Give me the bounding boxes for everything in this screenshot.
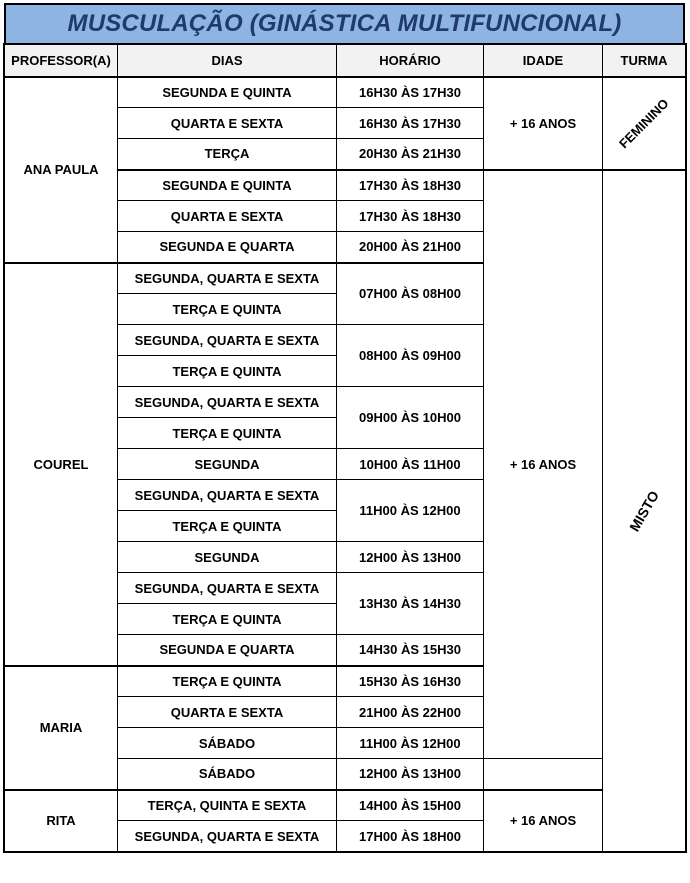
dias-cell: TERÇA E QUINTA bbox=[118, 511, 337, 542]
page-title: MUSCULAÇÃO (GINÁSTICA MULTIFUNCIONAL) bbox=[4, 3, 685, 44]
professor-cell: MARIA bbox=[5, 666, 118, 790]
header-turma: TURMA bbox=[603, 45, 686, 77]
horario-cell: 21H00 ÀS 22H00 bbox=[337, 697, 484, 728]
dias-cell: SEGUNDA bbox=[118, 449, 337, 480]
idade-cell: + 16 ANOS bbox=[484, 170, 603, 759]
horario-cell: 14H00 ÀS 15H00 bbox=[337, 790, 484, 821]
dias-cell: SEGUNDA, QUARTA E SEXTA bbox=[118, 325, 337, 356]
dias-cell: SEGUNDA, QUARTA E SEXTA bbox=[118, 263, 337, 294]
dias-cell: TERÇA E QUINTA bbox=[118, 666, 337, 697]
horario-cell: 12H00 ÀS 13H00 bbox=[337, 542, 484, 573]
horario-cell: 17H00 ÀS 18H00 bbox=[337, 821, 484, 852]
dias-cell: TERÇA E QUINTA bbox=[118, 294, 337, 325]
professor-cell: ANA PAULA bbox=[5, 77, 118, 263]
dias-cell: SEGUNDA, QUARTA E SEXTA bbox=[118, 480, 337, 511]
dias-cell: TERÇA E QUINTA bbox=[118, 356, 337, 387]
header-horario: HORÁRIO bbox=[337, 45, 484, 77]
dias-cell: SÁBADO bbox=[118, 759, 337, 790]
schedule-table bbox=[4, 44, 686, 852]
dias-cell: SEGUNDA E QUINTA bbox=[118, 77, 337, 108]
table-row bbox=[5, 790, 686, 821]
turma-cell-misto bbox=[603, 170, 686, 852]
dias-cell: SEGUNDA E QUARTA bbox=[118, 635, 337, 666]
dias-cell: TERÇA bbox=[118, 139, 337, 170]
horario-cell: 14H30 ÀS 15H30 bbox=[337, 635, 484, 666]
dias-cell: SEGUNDA, QUARTA E SEXTA bbox=[118, 573, 337, 604]
idade-cell: + 16 ANOS bbox=[484, 790, 603, 852]
turma-label: FEMININO bbox=[616, 95, 672, 151]
horario-cell: 16H30 ÀS 17H30 bbox=[337, 108, 484, 139]
dias-cell: QUARTA E SEXTA bbox=[118, 108, 337, 139]
dias-cell: SEGUNDA bbox=[118, 542, 337, 573]
horario-cell: 17H30 ÀS 18H30 bbox=[337, 201, 484, 232]
table-header-row bbox=[5, 45, 686, 77]
dias-cell: QUARTA E SEXTA bbox=[118, 697, 337, 728]
horario-cell: 12H00 ÀS 13H00 bbox=[337, 759, 484, 790]
horario-cell: 20H00 ÀS 21H00 bbox=[337, 232, 484, 263]
dias-cell: QUARTA E SEXTA bbox=[118, 201, 337, 232]
schedule-sheet bbox=[4, 3, 685, 880]
header-dias: DIAS bbox=[118, 45, 337, 77]
dias-cell: TERÇA, QUINTA E SEXTA bbox=[118, 790, 337, 821]
horario-cell: 07H00 ÀS 08H00 bbox=[337, 263, 484, 325]
turma-cell-feminino bbox=[603, 77, 686, 170]
horario-cell: 09H00 ÀS 10H00 bbox=[337, 387, 484, 449]
dias-cell: SEGUNDA, QUARTA E SEXTA bbox=[118, 821, 337, 852]
horario-cell: 15H30 ÀS 16H30 bbox=[337, 666, 484, 697]
header-idade: IDADE bbox=[484, 45, 603, 77]
horario-cell: 20H30 ÀS 21H30 bbox=[337, 139, 484, 170]
dias-cell: SEGUNDA, QUARTA E SEXTA bbox=[118, 387, 337, 418]
dias-cell: SEGUNDA E QUINTA bbox=[118, 170, 337, 201]
dias-cell: SÁBADO bbox=[118, 728, 337, 759]
horario-cell: 16H30 ÀS 17H30 bbox=[337, 77, 484, 108]
dias-cell: TERÇA E QUINTA bbox=[118, 604, 337, 635]
horario-cell: 11H00 ÀS 12H00 bbox=[337, 480, 484, 542]
horario-cell: 10H00 ÀS 11H00 bbox=[337, 449, 484, 480]
horario-cell: 17H30 ÀS 18H30 bbox=[337, 170, 484, 201]
header-professor: PROFESSOR(A) bbox=[5, 45, 118, 77]
dias-cell: TERÇA E QUINTA bbox=[118, 418, 337, 449]
idade-cell: + 16 ANOS bbox=[484, 77, 603, 170]
professor-cell: RITA bbox=[5, 790, 118, 852]
horario-cell: 11H00 ÀS 12H00 bbox=[337, 728, 484, 759]
horario-cell: 13H30 ÀS 14H30 bbox=[337, 573, 484, 635]
dias-cell: SEGUNDA E QUARTA bbox=[118, 232, 337, 263]
turma-label: MISTO bbox=[626, 487, 662, 534]
horario-cell: 08H00 ÀS 09H00 bbox=[337, 325, 484, 387]
professor-cell: COUREL bbox=[5, 263, 118, 666]
table-row bbox=[5, 77, 686, 108]
